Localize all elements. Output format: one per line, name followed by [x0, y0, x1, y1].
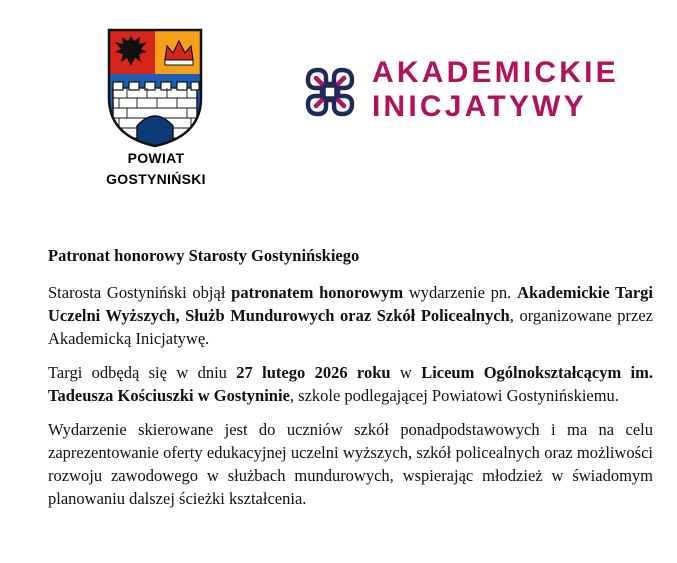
powiat-gostyninski-crest — [107, 28, 203, 148]
paragraph-patronage — [48, 281, 653, 350]
paragraph-text: , organizowane przez Akademicką Inicjatywę. — [48, 306, 653, 348]
paragraph-text: Starosta Gostyniński objął — [48, 283, 232, 302]
paragraph-date-venue — [48, 361, 653, 407]
article-body — [48, 244, 653, 521]
paragraph-text: wydarzenie pn. — [403, 283, 518, 302]
crest-caption-line-1: POWIAT — [127, 150, 185, 166]
paragraph-description: Wydarzenie skierowane jest do uczniów szkół ponadpodstawowych i ma na celu zaprezentowanie oferty edukacyjnej uczelni wyższych, szkół policealnych oraz możliwości rozwoju zawodowego w służbach mundurowych, wspierając młodzież w świadomym planowaniu dalszej ścieżki kształcenia. — [48, 420, 653, 508]
akademickie-inicjatywy-logo-icon — [302, 64, 358, 120]
event-date: 27 lutego 2026 roku — [236, 363, 391, 382]
crest-caption — [85, 148, 227, 190]
paragraph-text: , szkole podlegającej Powiatowi Gostynińskiemu. — [289, 386, 619, 405]
paragraph-text: w — [390, 363, 422, 382]
paragraph-text: Targi odbędą się w dniu — [48, 363, 237, 382]
akademickie-inicjatywy-wordmark — [372, 56, 619, 124]
bold-text: patronatem honorowym — [231, 283, 404, 302]
crest-caption-line-2: GOSTYNIŃSKI — [106, 171, 206, 187]
wordmark-line-1: AKADEMICKIE — [372, 56, 619, 89]
article-heading: Patronat honorowy Starosty Gostynińskiego — [48, 246, 360, 265]
event-venue: Liceum Ogólnokształcącym im. Tadeusza Kościuszki w Gostyninie — [48, 363, 653, 405]
wordmark-line-2: INICJATYWY — [372, 90, 587, 123]
event-name: Akademickie Targi Uczelni Wyższych, Służb Mundurowych oraz Szkół Policealnych — [48, 283, 653, 325]
